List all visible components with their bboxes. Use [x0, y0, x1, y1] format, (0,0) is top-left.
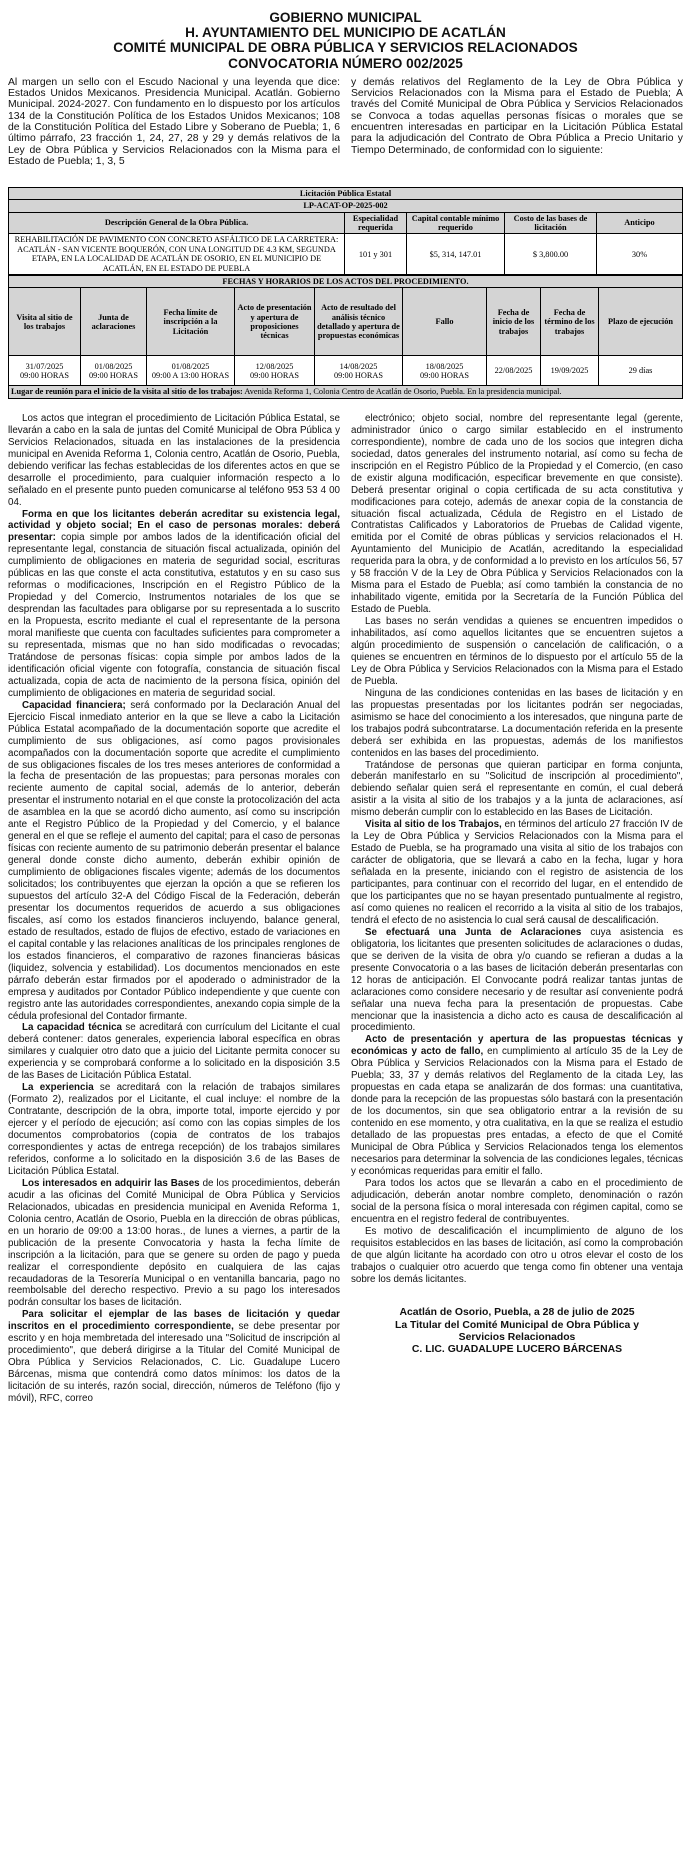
paragraph-text: será conformado por la Declaración Anual del Ejercicio Fiscal inmediato anterior en la que se lleve a cabo la Licitación Pública Estatal acompañado de la documentación soporte que acredite el cumplimiento de sus obligaciones, así como pagos provisionales acompañados con la documentación soporte que acredite el cumplimiento de sus obligaciones fiscales de los tres meses anteriores de conformidad a la fecha de presentación de las propuestas; para personas morales con reciente aumento de capital social, además de lo anterior, deberán presentar el instrumento notarial en el que conste la protocolización del acta de asamblea en la que se acordó dicho aumento, así como su inscripción ante el Registro Público de la Propiedad y del Comercio, y el balance general en el que se refleje el aumento del capital; para el caso de personas físicas con reciente aumento de su patrimonio deberán presentar el balance general donde conste dicho aumento, deberán exhibir opinión de cumplimiento de obligaciones fiscales vigente; además de los documentos solicitados; los contribuyentes que ejerzan la opción a que se refieren los supuestos del artículo 32-A del Código Fiscal de la Federación, deberán presentar los documentos requeridos de acuerdo a sus obligaciones fiscales, así como los estados financieros incluyendo, balance general, estado de resultados, estado de flujos de efectivo, estado de variaciones en el capital contable y las relaciones analíticas de los principales renglones de los estados financieros, el comparativo de razones financieras básicas (liquidez, solvencia y estabilidad). Los documentos mencionados en este párrafo deberán estar firmados por el apoderado o administrador de la empresa y auditados por Contador Público independiente y que cuente con registro ante las autoridades correspondientes, anexando copia simple de la cédula profesional del Contador firmante. [8, 699, 340, 1022]
body-right-column [351, 413, 683, 1405]
paragraph-text: en cumplimiento al artículo 35 de la Ley de Obra Pública y Servicios Relacionados con la Misma para el Estado de Puebla; 33, 37 y demás relativos del Reglamento de la citada Ley, las propuestas en cada etapa se analizarán de dos formas: una cuantitativa, donde para la recepción de las propuestas sólo bastará con la presentación de los documentos, sin que sea obligatorio entrar a la revisión de su contenido en ese momento, y otra cualitativa, en la que se realiza el estudio detallado de las propuestas pres entadas, a efecto de que el Comité Municipal de Obra Pública y Servicios Relacionados tenga los elementos necesarios para determinar la solvencia de las condiciones legales, técnicas y económicas requeridas para emitir el fallo. [351, 1046, 683, 1177]
sched-registration [147, 356, 235, 386]
cost-cell: $ 3,800.00 [505, 234, 597, 275]
signature-line1: Acatlán de Osorio, Puebla, a 28 de julio de 2025 [399, 1307, 635, 1319]
time: 09:00 HORAS [88, 370, 139, 380]
date: 31/07/2025 [25, 361, 64, 371]
paragraph-text: copia simple por ambos lados de la identificación oficial del representante legal, constancia de situación fiscal actualizada, opinión del cumplimiento de obligaciones en materia de seguridad social, escrituras públicas en las que conste el acta constitutiva, estatutos y en su caso sus reformas o modificaciones, Inscripción en el Registro Público de la Propiedad y del Comercio, Instrumentos notariales de los que se desprendan las facultades para obligarse por su representada a lo suscrito en la Propuesta, escrito mediante el cual el representante de la persona moral manifieste que cuenta con facultades suficientes para comprometer a su representada, mismas que no han sido modificadas o revocadas; Tratándose de personas físicas: copia simple por ambos lados de la identificación oficial vigente con fotografía, constancia de situación fiscal actualizada, copia de acta de nacimiento de la persona física, opinión del cumplimiento de obligaciones en materia de seguridad social. [8, 532, 340, 699]
schedule-table [8, 275, 683, 399]
paragraph-text: se acreditará con currículum del Licitante el cual deberá contener: datos generales, experiencia laboral específica en obras similares y cualquier otro dato que a juicio del Licitante permita conocer su experiencia y se comprobará conforme a lo solicitado en la disposición 3.5 de las Bases de Licitación Pública Estatal. [8, 1022, 341, 1082]
meeting-place-label: Lugar de reunión para el inicio de la visita al sitio de los trabajos: [11, 387, 243, 397]
sched-header-clarifications: Junta de aclaraciones [81, 288, 147, 356]
paragraph-text: electrónico; objeto social, nombre del representante legal (gerente, administrador único o cargo similar establecido en el instrumento correspondiente), nombre de cada uno de los socios que integren dicha sociedad, datos generales del instrumento notarial, así como su fecha de inscripción en el Registro Público de la Propiedad y el Comercio, (en caso de existir alguna modificación, especificar brevemente en que consiste). Deberá presentar original o copia certificada de su acta constitutiva y modificaciones para cotejo, además de anexar copia de la constancia de situación fiscal actualizada, Cédula de Registro en el Listado de Contratistas Calificados y Laboratorios de Pruebas de Calidad vigente, emitida por el Comité de obras públicas y servicios relacionados el H. Ayuntamiento del Municipio de Acatlán, acreditando la especialidad requerida para la obra, y de conformidad a lo previsto en los artículos 56, 57 y 58 fracción V de la Ley de Obra Pública y Servicios Relacionados con la Misma para el Estado de Puebla; así como también la constancia de no inhabilitado vigente, emitida por la Secretaría de la Función Pública del Estado de Puebla. [351, 412, 683, 616]
body-paragraph [351, 1226, 683, 1286]
paragraph-text: en términos del artículo 27 fracción IV de la Ley de Obra Pública y Servicios Relacionados con la Misma para el Estado de Puebla, se ha programado una visita al sitio de los trabajos con carácter de obligatoria, que se llevará a cabo en la fecha, lugar y hora señalada en la presente, iniciando con el registro de asistencia de los participantes, para continuar con el recorrido del lugar, en el entendido de que los participantes que no se hayan presentado puntualmente al registro, así como quienes no realicen el recorrido a la visita al sitio de los trabajos, tendrá el efecto de no asistencia lo cual será causal de descalificación. [351, 819, 684, 926]
body-paragraph [351, 413, 683, 616]
paragraph-text: se acreditará con la relación de trabajos similares (Formato 2), realizados por el Licitante, el cual incluye: el nombre de la Contratante, descripción de la obra, importe total, importe ejercido y por ejercer y el período de ejecución; así como con las copias simples de los documentos comprobatorios (copia de contratos de los trabajos correspondientes y actas de entrega recepción) de los trabajos similares referidos, conforme a lo solicitado en la disposición 3.6 de las Bases de Licitación Pública Estatal. [8, 1082, 340, 1177]
paragraph-heading: Capacidad financiera; [22, 699, 126, 711]
sched-term: 29 días [599, 356, 683, 386]
tender-info-table [8, 187, 683, 275]
paragraph-text: Las bases no serán vendidas a quienes se encuentren impedidos o inhabilitados, así como aquellos licitantes que se encuentren sujetos a algún procedimiento de suspensión o cancelación de calificación, o a quienes se encuentren en términos de lo dispuesto por el artículo 55 de la Ley de Obra Pública y Servicios Relacionados con la Misma para el Estado de Puebla. [351, 616, 683, 687]
paragraph-heading: Para solicitar el ejemplar de las bases de licitación y quedar inscritos en el procedimiento correspondiente, [8, 1309, 340, 1333]
advance-cell: 30% [597, 234, 683, 275]
date: 01/08/2025 [171, 361, 210, 371]
body-paragraph [351, 1178, 683, 1226]
header-advance: Anticipo [597, 212, 683, 234]
sched-header-registration: Fecha límite de inscripción a la Licitación [147, 288, 235, 356]
body-paragraph [351, 1034, 683, 1177]
sched-ruling [403, 356, 487, 386]
time: 09:00 HORAS [333, 370, 384, 380]
capital-cell: $5, 314, 147.01 [407, 234, 505, 275]
body-paragraph [8, 509, 340, 700]
paragraph-heading: Se efectuará una Junta de Aclaraciones [365, 926, 582, 938]
paragraph-text: Es motivo de descalificación el incumplimiento de alguno de los requisitos establecidos en las bases de licitación, así como la comprobación de que algún licitante ha acordado con otro u otros elevar el costo de los trabajos o cualquier otro acuerdo que tenga como fin obtener una ventaja sobre los demás licitantes. [351, 1225, 683, 1285]
document-header [8, 10, 683, 71]
body-paragraph [8, 700, 340, 1023]
body-section [8, 413, 683, 1405]
body-paragraph [8, 1082, 340, 1178]
paragraph-heading: La capacidad técnica [22, 1022, 122, 1034]
body-paragraph [8, 1309, 340, 1405]
paragraph-heading: Los interesados en adquirir las Bases [22, 1177, 200, 1189]
paragraph-heading: Visita al sitio de los Trabajos, [365, 819, 502, 831]
paragraph-text: Ninguna de las condiciones contenidas en las bases de licitación y en las propuestas presentadas por los licitantes podrán ser negociadas, asimismo se hace del conocimiento a los interesados, que ninguna parte de los trabajos podrá subcontratarse. La documentación referida en la presente deberá ser exhibida en las propuestas, además de los manifiestos contenidos en las bases del procedimiento. [351, 687, 683, 759]
work-description-cell: REHABILITACIÓN DE PAVIMENTO CON CONCRETO ASFÁLTICO DE LA CARRETERA: ACATLÁN - SAN VICENTE BOQUERÓN, CON UNA LONGITUD DE 4.3 KM, SEGUNDA ETAPA, EN LA LOCALIDAD DE ACATLÁN DE OSORIO, EN EL MUNICIPIO DE ACATLÁN, EN EL ESTADO DE PUEBLA [9, 234, 345, 275]
body-paragraph [351, 688, 683, 760]
paragraph-text: cuya asistencia es obligatoria, los licitantes que presenten solicitudes de aclaraciones o dudas, que se deriven de la visita de obra y/o cuando se refieran a dudas a la presente Convocatoria o a las bases de licitación deberán presentarlas con 12 horas de anticipación. El Convocante podrá realizar tantas juntas de aclaraciones como considere necesario y de resultar así conveniente podrá señalar una nueva fecha para la presentación de propuestas. Cabe mencionar que la inasistencia a dicho acto es causa de descalificación al procedimiento. [351, 926, 683, 1034]
body-paragraph [351, 760, 683, 820]
paragraph-heading: Acto de presentación y apertura de las propuestas técnicas y económicas y acto de fallo, [351, 1034, 683, 1058]
header-line-1: GOBIERNO MUNICIPAL [269, 10, 422, 25]
intro-right-text: y demás relativos del Reglamento de la Ley de Obra Pública y Servicios Relacionados con la Misma para el Estado de Puebla; A través del Comité Municipal de Obra Pública y Servicios Relacionados se Convoca a todas aquellas personas físicas o morales que se encuentren interesadas en participar en la Licitación Pública Estatal para la adjudicación del Contrato de Obra Pública a Precio Unitario y Tiempo Determinado, de conformidad con lo siguiente: [351, 76, 683, 156]
paragraph-text: Para todos los actos que se llevarán a cabo en el procedimiento de adjudicación, deberán anotar nombre completo, denominación o razón social de la persona física o moral interesada con régimen capital, como se encuentra en el registro federal de contribuyentes. [351, 1177, 683, 1225]
paragraph-text: se debe presentar por escrito y en hoja membretada del interesado una "Solicitud de inscripción al procedimiento", que deberá dirigirse a la Titular del Comité Municipal de Obra Pública y Servicios Relacionados, C. Lic. Guadalupe Lucero Bárcenas, misma que contendrá como datos mínimos: los datos de la licitación de su interés, razón social, dirección, números de Teléfono (fijo y móvil), RFC, correo [8, 1321, 340, 1405]
intro-left-column [8, 77, 340, 183]
tender-number-cell: LP-ACAT-OP-2025-002 [9, 200, 683, 212]
sched-technical [235, 356, 315, 386]
intro-right-column [351, 77, 683, 183]
sched-economic [315, 356, 403, 386]
header-description: Descripción General de la Obra Pública. [9, 212, 345, 234]
sched-header-economic: Acto de resultado del análisis técnico detallado y apertura de propuestas económicas [315, 288, 403, 356]
body-paragraph [351, 927, 683, 1035]
paragraph-text: Los actos que integran el procedimiento de Licitación Pública Estatal, se llevarán a cabo en la sala de juntas del Comité Municipal de Obra Pública y Servicios Relacionados, situada en las instalaciones de la presidencia municipal en Avenida Reforma 1, Colonia centro, Acatlán de Osorio, Puebla, debiendo verificar las fechas establecidas de los diferentes actos en que se desarrolle el procedimiento, para cualquier información respecto a lo señalado en el presente punto pueden comunicarse al teléfono 953 53 4 00 04. [8, 412, 340, 508]
meeting-place-row [9, 386, 683, 398]
signature-line4: C. LIC. GUADALUPE LUCERO BÁRCENAS [411, 1344, 623, 1356]
header-line-2: H. AYUNTAMIENTO DEL MUNICIPIO DE ACATLÁN [185, 25, 506, 41]
header-line-3: COMITÉ MUNICIPAL DE OBRA PÚBLICA Y SERVICIOS RELACIONADOS [113, 40, 578, 56]
signature-line3: Servicios Relacionados [458, 1331, 576, 1343]
body-paragraph [8, 1022, 340, 1082]
intro-left-text: Al margen un sello con el Escudo Nacional y una leyenda que dice: Estados Unidos Mexicanos. Presidencia Municipal. Acatlán. Gobierno Municipal. 2024-2027. Con fundamento en lo dispuesto por los artículos 134 de la Constitución Política de los Estados Unidos Mexicanos; 108 de la Constitución Política del Estado Libre y Soberano de Puebla; 1, 6 último párrafo, 23 fracción 1, 24, 27, 28 y 29 y demás relativos de la Ley de Obra Pública y Servicios Relacionados con la Misma para el Estado de Puebla; 1, 3, 5 [8, 76, 340, 167]
time: 09:00 A 13:00 HORAS [151, 370, 230, 380]
intro-section [8, 77, 683, 183]
time: 09:00 HORAS [249, 370, 300, 380]
date: 18/08/2025 [425, 361, 464, 371]
header-line-4: CONVOCATORIA NÚMERO 002/2025 [228, 55, 463, 71]
specialty-cell: 101 y 301 [345, 234, 407, 275]
sched-header-ruling: Fallo [403, 288, 487, 356]
body-paragraph [8, 1178, 340, 1309]
body-paragraph [351, 616, 683, 688]
time: 09:00 HORAS [419, 370, 470, 380]
tender-type-cell: Licitación Pública Estatal [9, 187, 683, 199]
schedule-title: FECHAS Y HORARIOS DE LOS ACTOS DEL PROCEDIMIENTO. [9, 276, 683, 288]
sched-site-visit [9, 356, 81, 386]
paragraph-heading: Forma en que los licitantes deberán acreditar su existencia legal, actividad y objeto social; En el caso de personas morales: deberá presentar: [8, 508, 340, 544]
date: 01/08/2025 [94, 361, 133, 371]
paragraph-text: Tratándose de personas que quieran participar en forma conjunta, deberán manifestarlo en su "Solicitud de inscripción al procedimiento", debiendo señalar quien será el representante en común, el cual deberá asistir a la visita al sitio de los trabajos y a la junta de aclaraciones, así mismo deberán cumplir con lo establecido en las Bases de Licitación. [351, 759, 683, 819]
header-specialty: Especialidad requerida [345, 212, 407, 234]
body-paragraph [8, 413, 340, 509]
header-capital: Capital contable mínimo requerido [407, 212, 505, 234]
date: 14/08/2025 [339, 361, 378, 371]
sched-header-end: Fecha de término de los trabajos [541, 288, 599, 356]
header-cost: Costo de las bases de licitación [505, 212, 597, 234]
signature-line2: La Titular del Comité Municipal de Obra Pública y [394, 1319, 640, 1331]
sched-clarifications [81, 356, 147, 386]
body-paragraph [351, 819, 683, 927]
paragraph-heading: La experiencia [22, 1082, 94, 1094]
sched-header-term: Plazo de ejecución [599, 288, 683, 356]
paragraph-text: de los procedimientos, deberán acudir a las oficinas del Comité Municipal de Obra Pública y Servicios Relacionados, ubicadas en presidencia municipal en Avenida Reforma 1, Colonia centro, Acatlán de Osorio, Puebla en la dirección de obras públicas, en un horario de 09:00 a 13:00 horas., de lunes a viernes, a partir de la publicación de la presente Convocatoria y hasta la fecha límite de inscripción a la licitación, para que se genere su orden de pago y pueda realizar el correspondiente depósito en cualquiera de las cajas recaudadoras de la Tesorería Municipal o en ventanilla bancaria, pago no reembolsable del derecho respectivo. Previo a su pago los interesados podrán consultar los bases de licitación. [8, 1177, 340, 1309]
sched-header-site-visit: Visita al sitio de los trabajos [9, 288, 81, 356]
sched-start: 22/08/2025 [487, 356, 541, 386]
date: 12/08/2025 [255, 361, 294, 371]
signature-block [351, 1307, 683, 1356]
sched-header-technical: Acto de presentación y apertura de proposiciones técnicas [235, 288, 315, 356]
sched-header-start: Fecha de inicio de los trabajos [487, 288, 541, 356]
sched-end: 19/09/2025 [541, 356, 599, 386]
time: 09:00 HORAS [19, 370, 70, 380]
meeting-place-value: Avenida Reforma 1, Colonia Centro de Acatlán de Osorio, Puebla. En la presidencia municipal. [242, 387, 562, 397]
body-left-column [8, 413, 340, 1405]
